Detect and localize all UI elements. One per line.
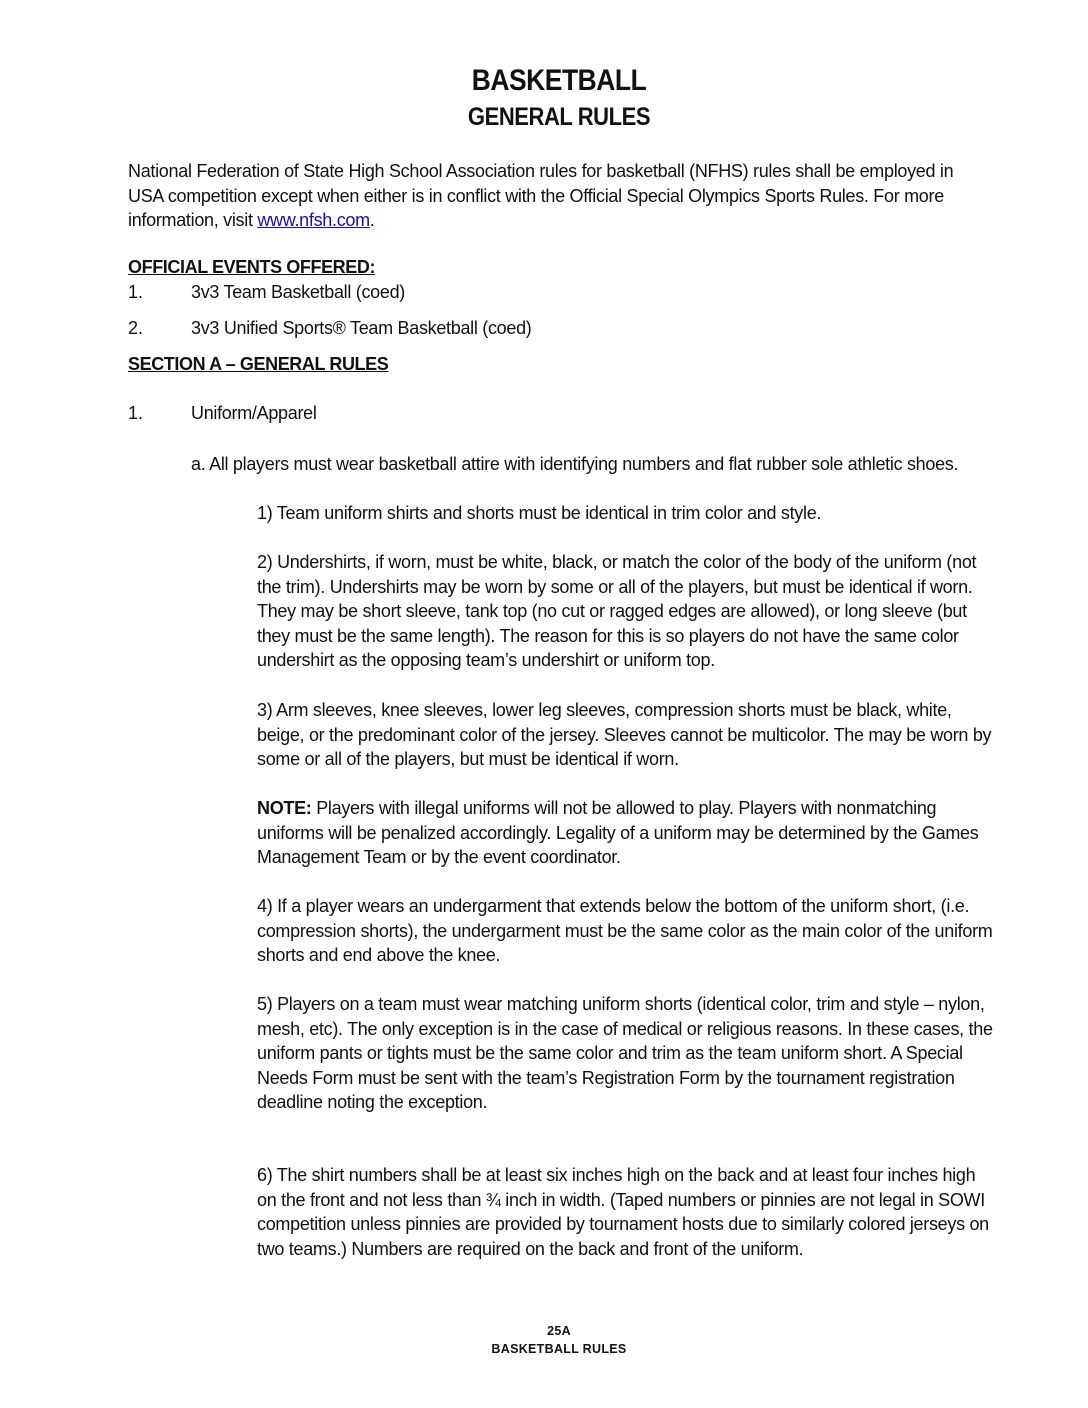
rule-sub-3: 3) Arm sleeves, knee sleeves, lower leg sleeves, compression shorts must be black, white, beige, or the predominant color of the jersey. Sleeves cannot be multicolor. The may be worn by some or all of the players, but must be identical if worn. bbox=[257, 700, 992, 769]
section-a-heading: SECTION A – GENERAL RULES bbox=[128, 354, 389, 374]
rule-item-a: a. All players must wear basketball attire with identifying numbers and flat rubber sole athletic shoes. bbox=[191, 454, 959, 474]
note-text: Players with illegal uniforms will not be allowed to play. Players with nonmatching uniforms will be penalized accordingly. Legality of a uniform may be determined by the Games Management Team or by the event coordinator. bbox=[257, 798, 979, 867]
rule-sub-1: 1) Team uniform shirts and shorts must be identical in trim color and style. bbox=[257, 503, 822, 523]
page-subtitle: GENERAL RULES bbox=[467, 103, 651, 131]
event-item: 3v3 Unified Sports® Team Basketball (coed) bbox=[191, 318, 532, 338]
rule-title: Uniform/Apparel bbox=[191, 403, 317, 423]
rule-sub-6: 6) The shirt numbers shall be at least six inches high on the back and at least four inches high on the front and not less than ¾ inch in width. (Taped numbers or pinnies are not legal in SOWI competition unless pinnies are provided by tournament hosts due to similarly colored jerseys on two teams.) Numbers are required on the back and front of the uniform. bbox=[257, 1165, 989, 1259]
page-title: BASKETBALL bbox=[471, 64, 647, 97]
rule-number: 1. bbox=[128, 403, 144, 423]
event-number: 2. bbox=[128, 318, 144, 338]
intro-after-link: . bbox=[369, 210, 375, 230]
rule-sub-2: 2) Undershirts, if worn, must be white, black, or match the color of the body of the uniform (not the trim). Undershirts may be worn by some or all of the players, but must be identical if worn. They may be short sleeve, tank top (no cut or ragged edges are allowed), or long sleeve (but they must be the same length). The reason for this is so players do not have the same color undershirt as the opposing team’s undershirt or uniform top. bbox=[257, 552, 977, 670]
rule-sub-5: 5) Players on a team must wear matching uniform shorts (identical color, trim and style – nylon, mesh, etc). The only exception is in the case of medical or religious reasons. In these cases, the uniform pants or tights must be the same color and trim as the team uniform short. A Special Needs Form must be sent with the team’s Registration Form by the tournament registration deadline noting the exception. bbox=[257, 994, 993, 1112]
footer-label: BASKETBALL RULES bbox=[491, 1342, 627, 1356]
page-number: 25A bbox=[547, 1324, 571, 1338]
rule-sub-4: 4) If a player wears an undergarment that extends below the bottom of the uniform short, (i.e. compression shorts), the undergarment must be the same color as the main color of the uniform shorts and end above the knee. bbox=[257, 896, 993, 965]
event-number: 1. bbox=[128, 282, 144, 302]
intro-text: National Federation of State High School Association rules for basketball (NFHS) rules shall be employed in USA competition except when either is in conflict with the Official Special Olympics Sports Rules. For more information, visit bbox=[128, 161, 954, 230]
intro-paragraph bbox=[128, 159, 988, 233]
note-label: NOTE: bbox=[257, 798, 312, 818]
official-events-heading: OFFICIAL EVENTS OFFERED: bbox=[128, 257, 376, 277]
note-paragraph bbox=[257, 796, 997, 870]
event-item: 3v3 Team Basketball (coed) bbox=[191, 282, 405, 302]
nfhs-link[interactable]: www.nfsh.com bbox=[257, 210, 370, 230]
